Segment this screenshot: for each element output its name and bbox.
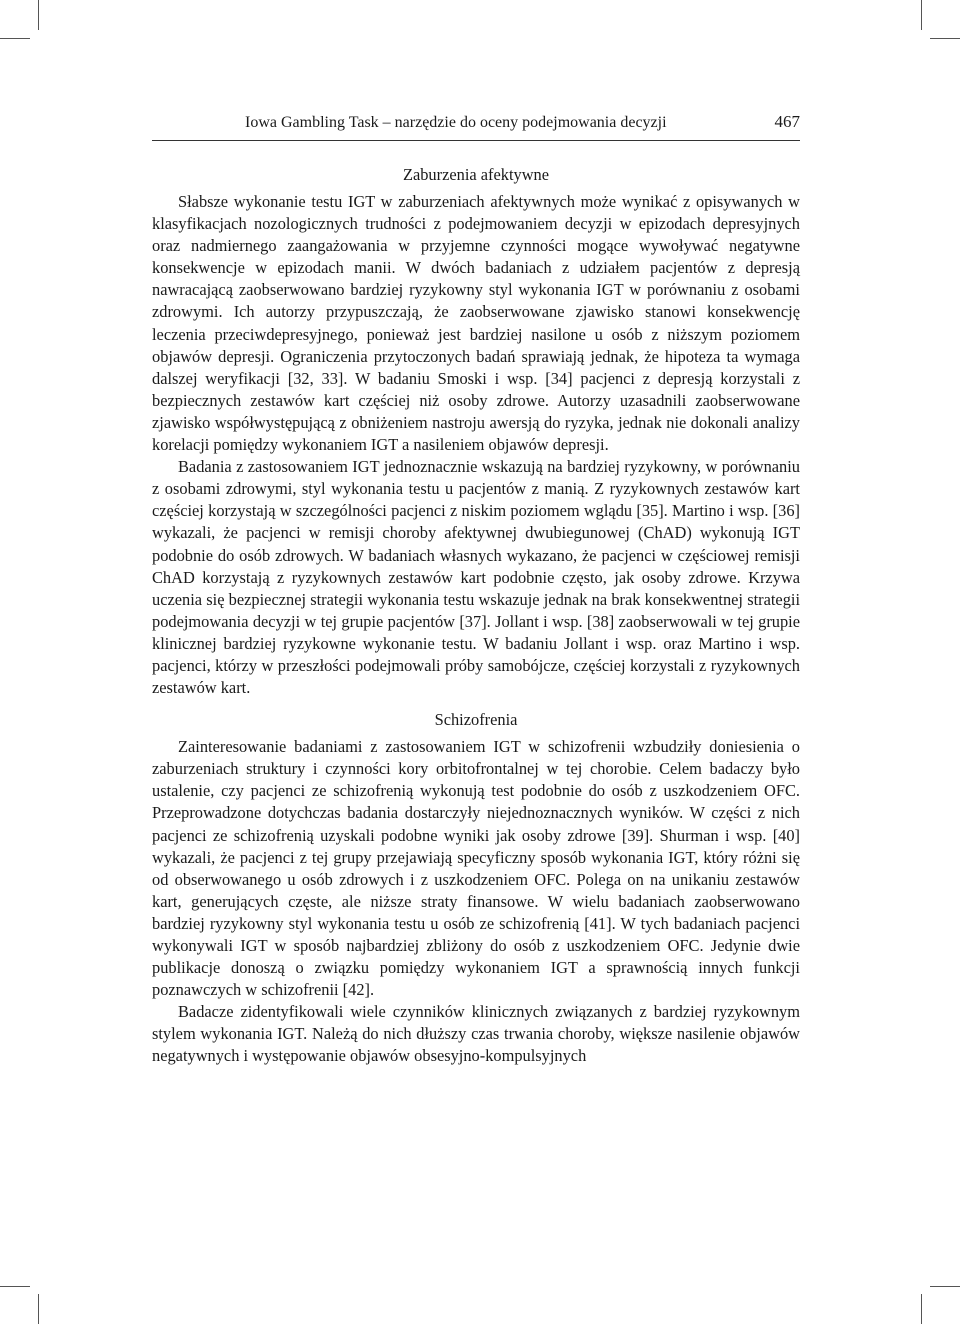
running-title: Iowa Gambling Task – narzędzie do oceny podejmowania decyzji [245,114,667,131]
crop-mark [930,1286,960,1287]
crop-mark [921,1294,922,1324]
crop-mark [930,38,960,39]
paragraph: Słabsze wykonanie testu IGT w zaburzeniach afektywnych może wynikać z opisywanych w klasyfikacjach nozologicznych trudności z podejmowaniem decyzji w epizodach depresyjnych oraz nadmiernego zaangażowania w przyjemne czynności mogące wywoływać negatywne konsekwencje w epizodach manii. W dwóch badaniach z udziałem pacjentów z depresją nawracającą zaobserwowano bardziej ryzykowny styl wykonania IGT w porównaniu z osobami zdrowymi. Ich autorzy przypuszczają, że zaobserwowane zjawisko stanowi konsekwencję leczenia przeciwdepresyjnego, ponieważ jest bardziej nasilone u osób z niższym poziomem objawów depresji. Ograniczenia przytoczonych badań sprawiają jednak, że hipoteza ta wymaga dalszej weryfikacji [32, 33]. W badaniu Smoski i wsp. [34] pacjenci z depresją korzystali z bezpiecznych zestawów kart częściej niż osoby zdrowe. Autorzy uzasadnili zaobserwowane zjawisko współwystępującą z obniżeniem nastroju awersją do ryzyka, jednak nie dokonali analizy korelacji pomiędzy wykonaniem IGT a nasileniem objawów depresji. [152,192,800,455]
crop-mark [38,1294,39,1324]
crop-mark [38,0,39,30]
paragraph: Badania z zastosowaniem IGT jednoznacznie wskazują na bardziej ryzykowny, w porównaniu z osobami zdrowymi, styl wykonania testu u pacjentów z manią. Z ryzykownych zestawów kart częściej korzystają w szczególności pacjenci z niskim poziomem wglądu [35]. Martino i wsp. [36] wykazali, że pacjenci w remisji choroby afektywnej dwubiegunowej (ChAD) wykonują IGT podobnie do osób zdrowych. W badaniach własnych wykazano, że pacjenci w częściowej remisji ChAD korzystają z ryzykownych zestawów kart podobnie często, jak osoby zdrowe. Krzywa uczenia się bezpiecznej strategii wykonania testu wskazuje jednak na brak konsekwentnej strategii podejmowania decyzji w tej grupie pacjentów [37]. Jollant i wsp. [38] zaobserwowali w tej grupie klinicznej bardziej ryzykowne wykonanie testu. W badaniu Jollant i wsp. oraz Martino i wsp. pacjenci, którzy w przeszłości podejmowali próby samobójcze, częściej korzystali z ryzykownych zestawów kart. [152,457,800,698]
paragraph: Badacze zidentyfikowali wiele czynników klinicznych związanych z bardziej ryzykownym stylem wykonania IGT. Należą do nich dłuższy czas trwania choroby, większe nasilenie objawów negatywnych i występowanie objawów obsesyjno-kompulsyjnych [152,1002,800,1066]
crop-mark [921,0,922,30]
section-heading: Schizofrenia [434,710,518,730]
page-number: 467 [774,112,800,131]
crop-mark [0,1286,30,1287]
page [152,112,800,1068]
paragraph: Zainteresowanie badaniami z zastosowaniem IGT w schizofrenii wzbudziły doniesienia o zaburzeniach struktury i czynności kory orbitofrontalnej w tej chorobie. Celem badaczy było ustalenie, czy pacjenci ze schizofrenią wykonują test podobnie do osób z uszkodzeniem OFC. Przeprowadzone dotychczas badania dostarczyły niejednoznacznych wyników. W części z nich pacjenci ze schizofrenią uzyskali podobne wyniki jak osoby zdrowe [39]. Shurman i wsp. [40] wykazali, że pacjenci z tej grupy przejawiają specyficzny sposób wykonania IGT, który różni się od obserwowanego u osób zdrowych i z uszkodzeniem OFC. Polega on na unikaniu zestawów kart, generujących częste, ale niższe straty finansowe. W wielu badaniach zaobserwowano bardziej ryzykowny styl wykonania testu u osób ze schizofrenią [41]. W tych badaniach pacjenci wykonywali IGT w sposób najbardziej zbliżony do osób z uszkodzeniem OFC. Jedynie dwie publikacje donoszą o związku pomiędzy wykonaniem IGT a sprawnością innych funkcji poznawczych w schizofrenii [42]. [152,737,800,1000]
running-header [152,112,800,141]
section-heading: Zaburzenia afektywne [402,165,550,184]
crop-mark [0,38,30,39]
